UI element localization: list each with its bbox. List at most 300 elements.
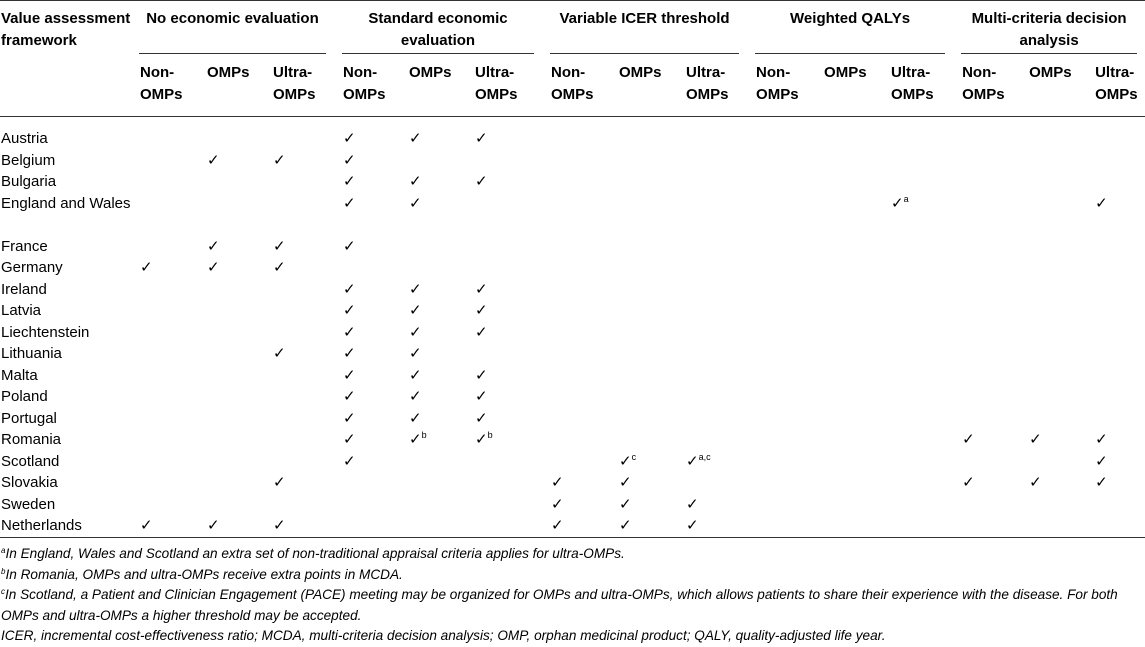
check-cell (264, 451, 334, 473)
check-cell (131, 408, 198, 430)
check-cell (677, 236, 747, 258)
check-cell (400, 322, 466, 344)
check-cell (466, 193, 542, 236)
check-cell (466, 515, 542, 537)
check-cell (1086, 472, 1145, 494)
check-cell (1086, 117, 1145, 150)
country-cell: Liechtenstein (1, 323, 90, 341)
country-cell: Romania (1, 431, 62, 448)
check-cell (1020, 236, 1086, 258)
check-mark-icon: ✓ (686, 517, 699, 534)
check-cell (542, 386, 610, 408)
check-cell (542, 429, 610, 451)
table-row (0, 300, 1145, 322)
check-cell (747, 117, 815, 150)
check-cell (542, 494, 610, 516)
check-cell (610, 451, 677, 473)
check-cell (264, 300, 334, 322)
check-cell (542, 117, 610, 150)
check-cell (1020, 408, 1086, 430)
check-mark-icon: ✓ (140, 259, 153, 276)
table-row (0, 171, 1145, 193)
check-cell (815, 365, 882, 387)
check-cell (264, 472, 334, 494)
check-cell (198, 236, 264, 258)
check-cell (882, 343, 953, 365)
table-row (0, 494, 1145, 516)
check-cell (400, 472, 466, 494)
check-cell (542, 236, 610, 258)
check-mark-icon: ✓ (343, 409, 356, 427)
check-cell (1086, 429, 1145, 451)
check-cell (264, 322, 334, 344)
check-cell (953, 279, 1020, 301)
check-cell (747, 343, 815, 365)
check-cell (264, 117, 334, 150)
check-cell (466, 408, 542, 430)
check-cell (1086, 171, 1145, 193)
check-cell (953, 322, 1020, 344)
footnote-marker: a,c (698, 451, 711, 462)
check-cell (610, 193, 677, 236)
check-cell (882, 515, 953, 537)
check-cell (334, 257, 400, 279)
sub-header: Ultra-OMPs (891, 64, 934, 103)
check-cell (198, 429, 264, 451)
check-mark-icon: ✓ (140, 517, 153, 534)
check-mark-icon: ✓ (409, 130, 422, 147)
sub-header: Ultra-OMPs (686, 64, 729, 103)
check-mark-icon: ✓ (962, 474, 975, 491)
check-cell (131, 472, 198, 494)
check-mark-icon: ✓ (343, 452, 356, 470)
check-cell (400, 494, 466, 516)
check-cell (131, 322, 198, 344)
check-cell (815, 150, 882, 172)
country-cell: Scotland (1, 452, 60, 470)
check-cell (747, 429, 815, 451)
check-cell (610, 150, 677, 172)
check-cell (953, 515, 1020, 537)
check-cell (747, 451, 815, 473)
check-cell (882, 117, 953, 150)
check-cell (882, 365, 953, 387)
check-cell (264, 150, 334, 172)
check-cell (677, 386, 747, 408)
check-cell (334, 150, 400, 172)
check-cell (953, 343, 1020, 365)
check-mark-icon: ✓ (409, 280, 422, 298)
check-cell (264, 515, 334, 537)
check-cell (264, 494, 334, 516)
check-cell (466, 343, 542, 365)
check-mark-icon: ✓ (619, 517, 632, 534)
check-cell (610, 386, 677, 408)
check-cell (1020, 150, 1086, 172)
check-mark-icon: ✓ (343, 366, 356, 384)
check-cell (400, 365, 466, 387)
check-mark-icon: ✓ (207, 237, 220, 255)
check-cell (1086, 365, 1145, 387)
check-cell (882, 408, 953, 430)
sub-header: Non-OMPs (343, 64, 386, 103)
check-cell (1086, 343, 1145, 365)
check-mark-icon: ✓ (1029, 431, 1042, 448)
check-cell (677, 193, 747, 236)
group-header-weighted-qalys: Weighted QALYs (747, 0, 953, 52)
country-cell: England and Wales (1, 194, 131, 212)
check-cell (882, 494, 953, 516)
check-mark-icon: ✓ (343, 130, 356, 147)
table-row (0, 451, 1145, 473)
check-mark-icon: ✓ (686, 452, 699, 470)
check-cell (1020, 193, 1086, 236)
check-cell (1020, 300, 1086, 322)
check-mark-icon: ✓ (1095, 431, 1108, 448)
check-cell (815, 386, 882, 408)
table-row (0, 472, 1145, 494)
check-cell (815, 343, 882, 365)
check-cell (198, 343, 264, 365)
check-cell (747, 279, 815, 301)
country-cell: Germany (1, 259, 63, 276)
check-mark-icon: ✓ (343, 302, 356, 319)
check-cell (677, 451, 747, 473)
check-cell (334, 386, 400, 408)
table-row (0, 117, 1145, 150)
footnote-marker: b (487, 430, 493, 440)
check-cell (1020, 515, 1086, 537)
check-cell (131, 150, 198, 172)
check-cell (334, 408, 400, 430)
check-cell (466, 494, 542, 516)
check-mark-icon: ✓ (343, 345, 356, 362)
check-cell (1020, 429, 1086, 451)
check-cell (1086, 300, 1145, 322)
check-mark-icon: ✓ (409, 194, 422, 212)
check-cell (677, 117, 747, 150)
check-cell (1086, 236, 1145, 258)
check-cell (882, 386, 953, 408)
check-cell (542, 279, 610, 301)
footnote-text: In Scotland, a Patient and Clinician Engagement (PACE) meeting may be organized for OMPs and ultra-OMPs, which allows patients to share their experience with the disease. For both OMPs and ultra-OMPs a higher threshold may be accepted. (1, 587, 1118, 623)
country-cell: Belgium (1, 151, 56, 169)
check-cell (466, 386, 542, 408)
check-cell (1020, 451, 1086, 473)
check-mark-icon: ✓ (551, 474, 564, 491)
check-cell (677, 279, 747, 301)
check-mark-icon: ✓ (1095, 194, 1108, 212)
check-cell (747, 150, 815, 172)
check-cell (610, 322, 677, 344)
check-cell (198, 451, 264, 473)
check-cell (131, 515, 198, 537)
check-cell (610, 515, 677, 537)
check-cell (198, 515, 264, 537)
check-cell (400, 451, 466, 473)
check-cell (815, 236, 882, 258)
check-cell (677, 322, 747, 344)
check-cell (747, 322, 815, 344)
check-cell (610, 408, 677, 430)
check-mark-icon: ✓ (343, 237, 356, 255)
check-cell (198, 386, 264, 408)
footnotes (1, 544, 1141, 647)
check-mark-icon: ✓ (475, 388, 488, 405)
check-mark-icon: ✓ (1095, 452, 1108, 470)
check-cell (264, 408, 334, 430)
check-cell (610, 236, 677, 258)
country-cell: Sweden (1, 495, 56, 513)
check-mark-icon: ✓ (273, 517, 286, 534)
check-cell (264, 279, 334, 301)
footnote-marker: b (421, 430, 427, 440)
check-cell (1020, 279, 1086, 301)
footnote (1, 565, 1141, 586)
check-cell (466, 236, 542, 258)
check-cell (466, 171, 542, 193)
check-cell (953, 150, 1020, 172)
group-header-standard: Standard economic evaluation (334, 0, 542, 52)
country-cell: Lithuania (1, 345, 62, 362)
check-cell (953, 257, 1020, 279)
check-cell (815, 257, 882, 279)
check-cell (747, 386, 815, 408)
check-cell (466, 279, 542, 301)
check-cell (334, 343, 400, 365)
check-cell (198, 472, 264, 494)
check-cell (1020, 472, 1086, 494)
check-cell (400, 150, 466, 172)
check-mark-icon: ✓ (551, 517, 564, 534)
check-mark-icon: ✓ (475, 409, 488, 427)
check-cell (815, 117, 882, 150)
check-mark-icon: ✓ (273, 259, 286, 276)
check-cell (400, 236, 466, 258)
group-header-variable-icer: Variable ICER threshold (542, 0, 747, 52)
check-cell (400, 343, 466, 365)
check-cell (334, 236, 400, 258)
check-cell (198, 279, 264, 301)
check-cell (1086, 150, 1145, 172)
check-cell (747, 171, 815, 193)
check-cell (264, 236, 334, 258)
check-mark-icon: ✓ (409, 409, 422, 427)
check-cell (953, 386, 1020, 408)
sub-header: OMPs (824, 64, 867, 81)
check-cell (542, 408, 610, 430)
check-mark-icon: ✓ (409, 345, 422, 362)
check-cell (677, 515, 747, 537)
check-cell (334, 279, 400, 301)
check-cell (542, 365, 610, 387)
check-cell (610, 279, 677, 301)
check-cell (610, 494, 677, 516)
check-cell (400, 117, 466, 150)
check-mark-icon: ✓ (619, 452, 632, 470)
check-cell (264, 365, 334, 387)
check-cell (334, 300, 400, 322)
country-cell: Malta (1, 366, 38, 384)
check-mark-icon: ✓ (686, 495, 699, 513)
check-cell (1020, 322, 1086, 344)
check-cell (542, 451, 610, 473)
check-mark-icon: ✓ (343, 388, 356, 405)
check-cell (677, 257, 747, 279)
check-cell (953, 236, 1020, 258)
check-cell (198, 257, 264, 279)
check-cell (1086, 408, 1145, 430)
check-cell (131, 451, 198, 473)
check-cell (1020, 257, 1086, 279)
corner-header: Value assessment framework (1, 10, 131, 49)
check-cell (466, 150, 542, 172)
check-cell (953, 365, 1020, 387)
bottom-rule (0, 537, 1145, 538)
check-cell (466, 257, 542, 279)
check-mark-icon: ✓ (551, 495, 564, 513)
check-cell (815, 408, 882, 430)
check-cell (815, 300, 882, 322)
footnote (1, 544, 1141, 565)
check-cell (677, 171, 747, 193)
check-mark-icon: ✓ (619, 495, 632, 513)
check-cell (198, 365, 264, 387)
check-cell (400, 300, 466, 322)
check-cell (610, 365, 677, 387)
check-cell (815, 451, 882, 473)
check-cell (1086, 386, 1145, 408)
sub-header: Ultra-OMPs (273, 64, 316, 103)
check-cell (400, 193, 466, 236)
check-cell (815, 494, 882, 516)
check-mark-icon: ✓ (273, 474, 286, 491)
check-cell (610, 117, 677, 150)
check-cell (198, 494, 264, 516)
check-mark-icon: ✓ (1029, 474, 1042, 491)
check-cell (1086, 279, 1145, 301)
check-cell (466, 322, 542, 344)
check-cell (1086, 494, 1145, 516)
check-cell (677, 472, 747, 494)
sub-header: OMPs (1029, 64, 1072, 81)
check-cell (747, 193, 815, 236)
footnote-marker: a (903, 193, 909, 204)
check-cell (815, 193, 882, 236)
check-cell (400, 515, 466, 537)
check-cell (334, 494, 400, 516)
abbreviations: ICER, incremental cost-effectiveness ratio; MCDA, multi-criteria decision analysis; OMP, orphan medicinal product; QALY, quality-adjusted life year. (1, 628, 886, 643)
check-cell (264, 343, 334, 365)
check-cell (677, 408, 747, 430)
group-header-no-economic: No economic evaluation (131, 0, 334, 52)
check-cell (198, 117, 264, 150)
check-mark-icon: ✓ (343, 280, 356, 298)
check-cell (334, 515, 400, 537)
table-row (0, 408, 1145, 430)
check-cell (1086, 451, 1145, 473)
check-cell (882, 279, 953, 301)
check-mark-icon: ✓ (207, 259, 220, 276)
check-cell (264, 429, 334, 451)
check-mark-icon: ✓ (891, 194, 904, 212)
check-cell (466, 300, 542, 322)
table-row (0, 515, 1145, 537)
check-cell (400, 257, 466, 279)
check-cell (400, 429, 466, 451)
sub-header: Non-OMPs (551, 64, 594, 103)
table-row (0, 279, 1145, 301)
sub-header-row (0, 52, 1145, 117)
check-cell (131, 365, 198, 387)
check-cell (1086, 322, 1145, 344)
check-cell (1020, 171, 1086, 193)
check-cell (953, 193, 1020, 236)
check-cell (882, 451, 953, 473)
check-cell (953, 451, 1020, 473)
table-row (0, 236, 1145, 258)
check-cell (400, 279, 466, 301)
check-cell (953, 171, 1020, 193)
check-cell (542, 150, 610, 172)
check-cell (466, 117, 542, 150)
check-cell (542, 171, 610, 193)
check-cell (677, 429, 747, 451)
check-cell (677, 365, 747, 387)
check-cell (198, 171, 264, 193)
check-cell (1020, 343, 1086, 365)
check-mark-icon: ✓ (409, 431, 422, 448)
country-cell: France (1, 237, 48, 255)
check-cell (677, 343, 747, 365)
check-cell (747, 494, 815, 516)
check-cell (198, 322, 264, 344)
country-cell: Bulgaria (1, 173, 57, 190)
check-mark-icon: ✓ (475, 280, 488, 298)
table-body (0, 117, 1145, 537)
table-row (0, 257, 1145, 279)
check-cell (542, 193, 610, 236)
check-cell (815, 472, 882, 494)
group-header-mcda: Multi-criteria decision analysis (953, 0, 1145, 52)
check-cell (1086, 193, 1145, 236)
check-cell (131, 279, 198, 301)
check-cell (542, 472, 610, 494)
check-mark-icon: ✓ (409, 366, 422, 384)
check-cell (747, 365, 815, 387)
check-cell (747, 515, 815, 537)
check-cell (747, 257, 815, 279)
check-cell (466, 429, 542, 451)
check-cell (1086, 515, 1145, 537)
footnote-marker: c (631, 451, 637, 462)
check-cell (815, 279, 882, 301)
sub-header: Non-OMPs (140, 64, 183, 103)
check-cell (198, 193, 264, 236)
check-cell (542, 515, 610, 537)
check-cell (264, 193, 334, 236)
table-row (0, 365, 1145, 387)
table-row (0, 150, 1145, 172)
check-mark-icon: ✓ (409, 302, 422, 319)
footnote-text: In England, Wales and Scotland an extra set of non-traditional appraisal criteria applies for ultra-OMPs. (5, 546, 625, 561)
check-cell (334, 451, 400, 473)
check-cell (882, 171, 953, 193)
check-cell (815, 322, 882, 344)
check-cell (953, 300, 1020, 322)
check-cell (953, 472, 1020, 494)
country-cell: Poland (1, 388, 48, 405)
